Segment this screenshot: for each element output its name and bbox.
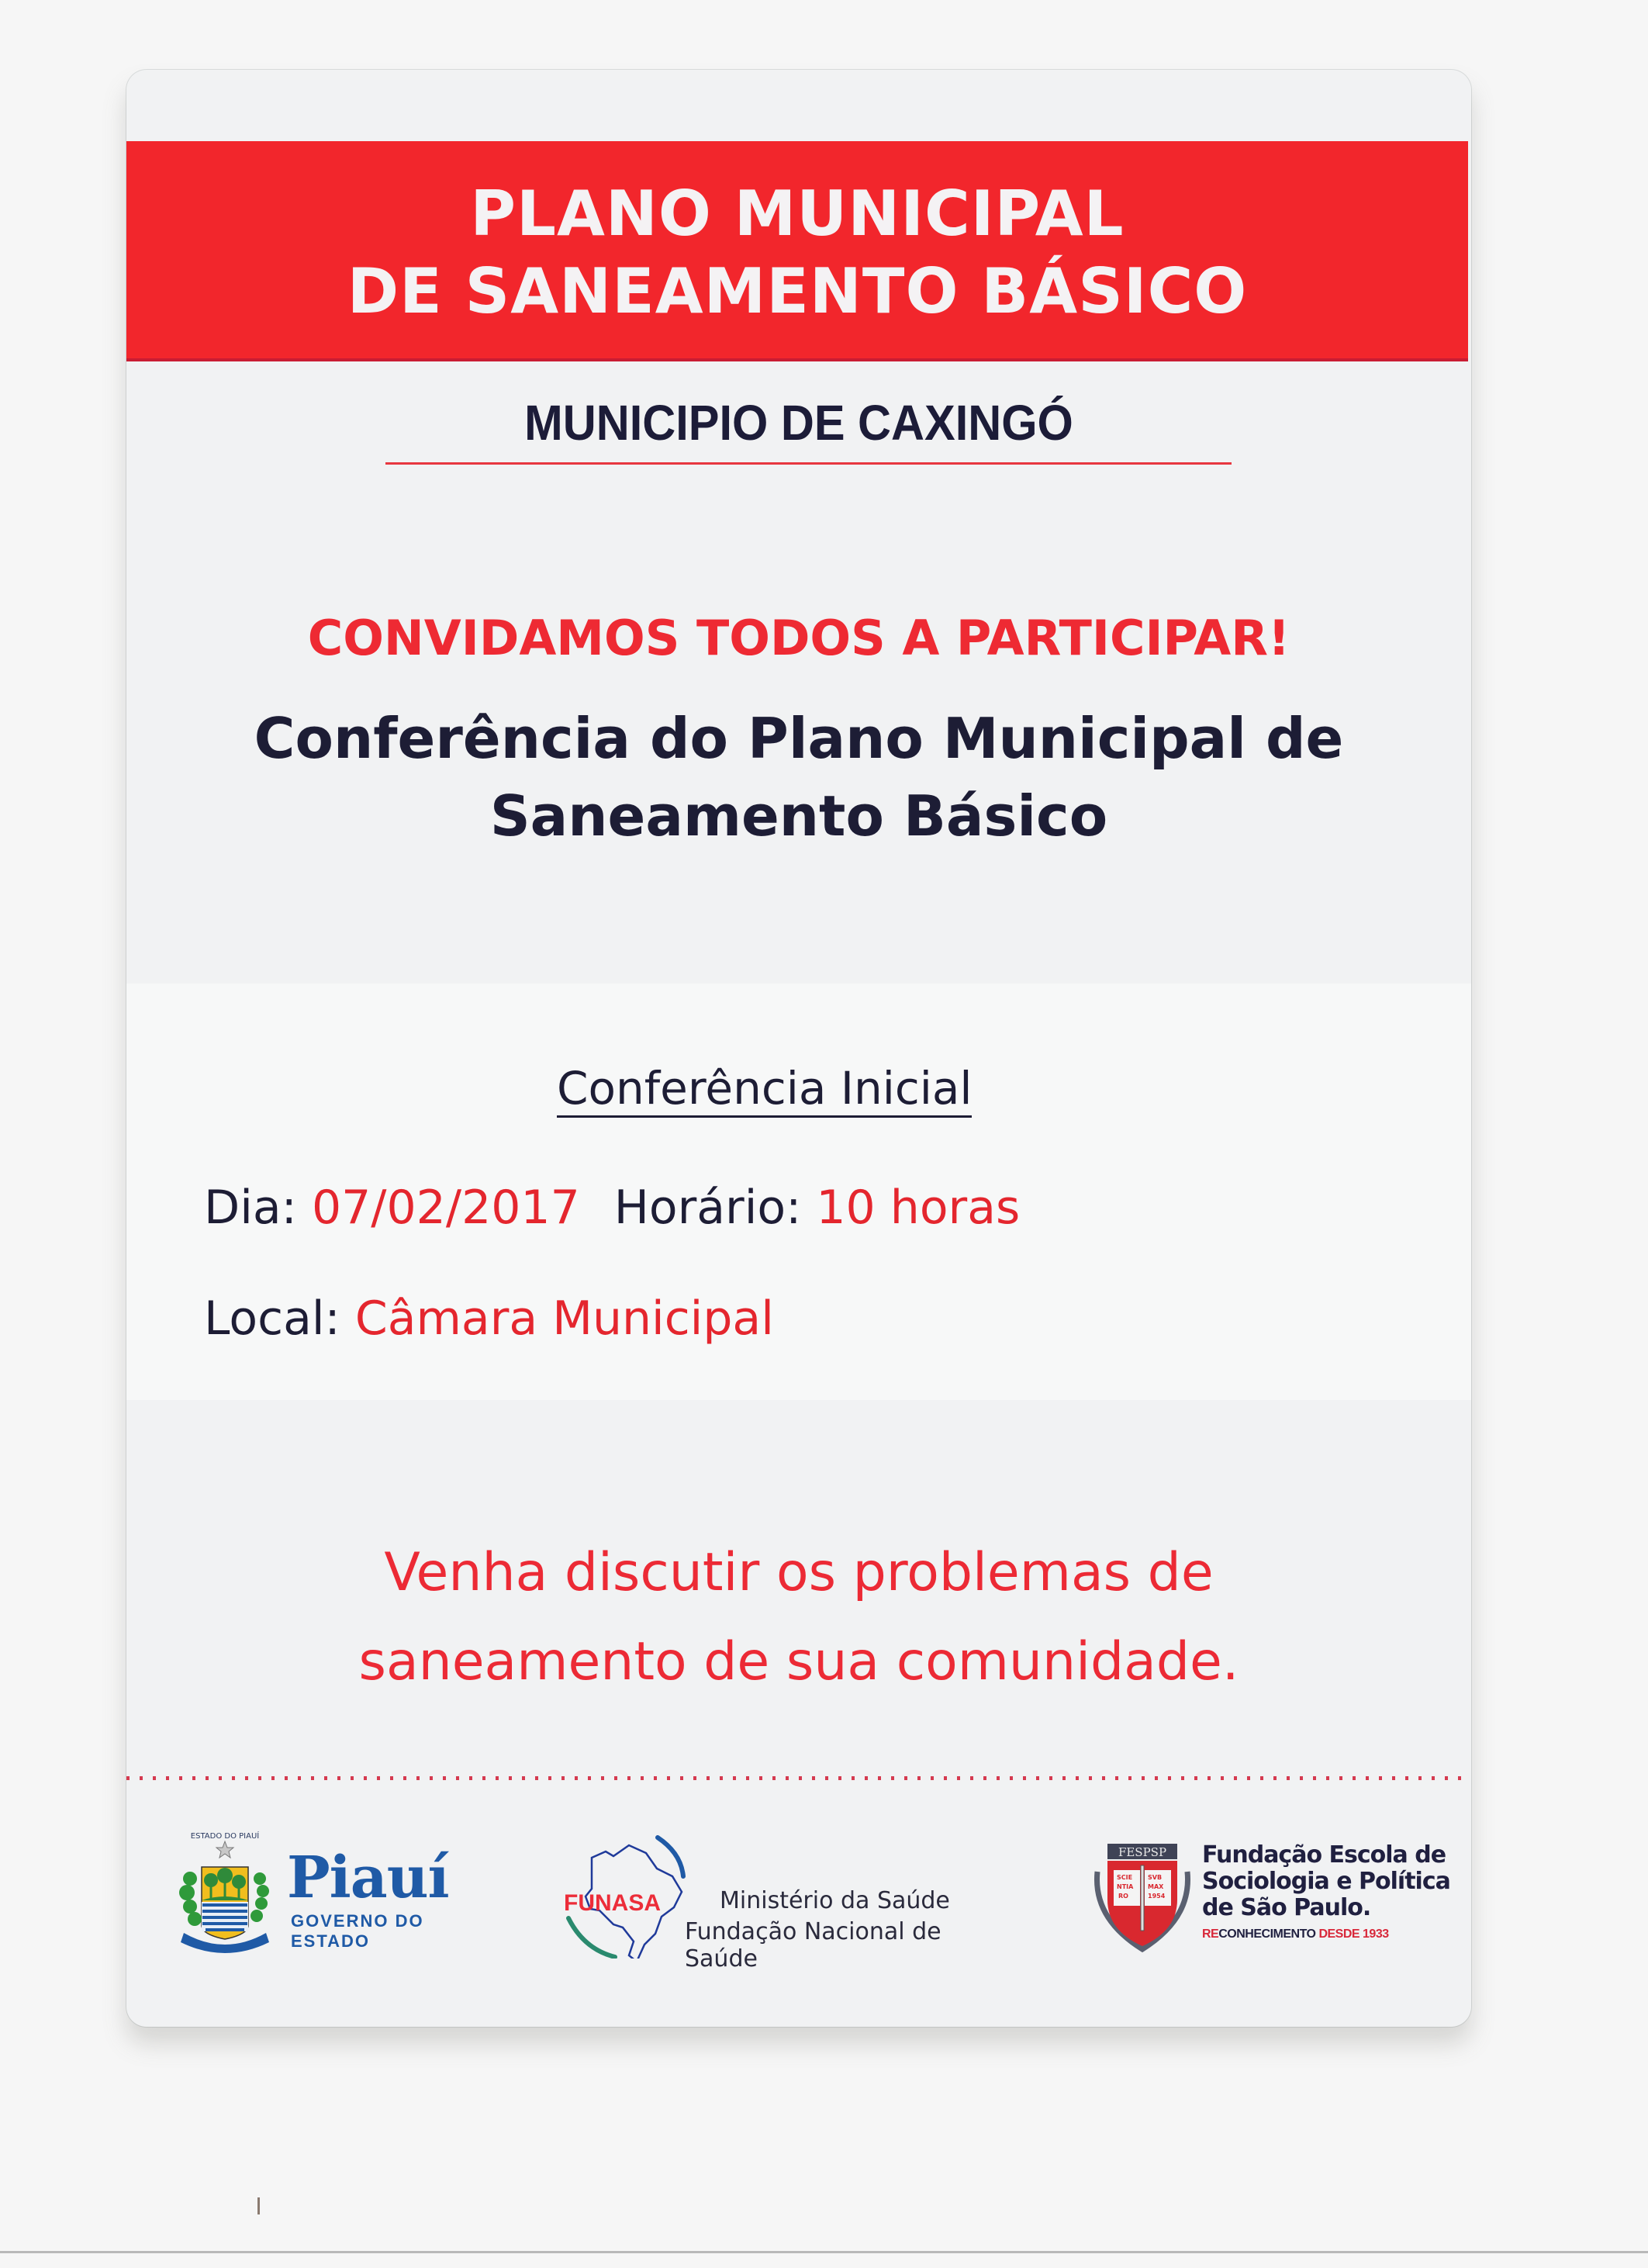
- svg-text:SVB: SVB: [1148, 1874, 1163, 1881]
- shield-book-icon: [1088, 1833, 1197, 1957]
- svg-text:FESPSP: FESPSP: [1118, 1845, 1167, 1859]
- fespsp-recognition: RECONHECIMENTO DESDE 1933: [1202, 1927, 1389, 1941]
- piaui-government-logo: [167, 1824, 500, 1951]
- conference-title-line-1: Conferência do Plano Municipal de: [254, 706, 1344, 771]
- svg-text:SCIE: SCIE: [1117, 1874, 1133, 1881]
- funasa-foundation: Fundação Nacional de Saúde: [685, 1918, 941, 1972]
- banner-title-line-2: DE SANEAMENTO BÁSICO: [347, 255, 1248, 327]
- invitation-heading: CONVIDAMOS TODOS A PARTICIPAR!: [307, 610, 1290, 666]
- call-to-action-line-2: saneamento de sua comunidade.: [358, 1631, 1239, 1692]
- date-label: Dia:: [204, 1181, 297, 1235]
- page-bottom-edge: [0, 2251, 1648, 2253]
- piaui-subtitle: GOVERNO DO ESTADO: [291, 1911, 424, 1951]
- place-label: Local:: [204, 1291, 340, 1346]
- event-heading: Conferência Inicial: [557, 1061, 972, 1118]
- call-to-action: [126, 1528, 1471, 1706]
- municipality-underline: [385, 462, 1232, 465]
- dotted-separator: [126, 1776, 1471, 1780]
- piaui-name: Piauí: [287, 1844, 449, 1911]
- scan-speck: [257, 2197, 260, 2214]
- place-value: Câmara Municipal: [354, 1291, 774, 1346]
- conference-title-line-2: Saneamento Básico: [489, 783, 1108, 849]
- fespsp-logo: [1088, 1833, 1453, 1965]
- date-value: 07/02/2017: [311, 1181, 580, 1235]
- svg-text:RO: RO: [1118, 1893, 1128, 1900]
- conference-title: [126, 700, 1471, 855]
- fespsp-name-line-2: Sociologia e Política: [1202, 1868, 1450, 1895]
- fespsp-name-line-1: Fundação Escola de: [1202, 1841, 1446, 1869]
- funasa-tag: FUNASA: [564, 1890, 661, 1916]
- time-label: Horário:: [613, 1181, 802, 1235]
- coat-of-arms-icon: [167, 1824, 283, 1956]
- banner-title-line-1: PLANO MUNICIPAL: [470, 178, 1125, 250]
- svg-text:ESTADO DO PIAUÍ: ESTADO DO PIAUÍ: [190, 1832, 260, 1841]
- svg-text:1954: 1954: [1148, 1893, 1166, 1900]
- title-banner: [126, 141, 1468, 361]
- call-to-action-line-1: Venha discutir os problemas de: [384, 1542, 1214, 1603]
- funasa-ministry: Ministério da Saúde: [720, 1887, 950, 1914]
- funasa-logo: [561, 1827, 1011, 1972]
- poster-card: [126, 70, 1471, 2027]
- event-date-time-row: [204, 1181, 1020, 1235]
- svg-text:MAX: MAX: [1148, 1883, 1164, 1890]
- event-place-row: [204, 1291, 774, 1346]
- fespsp-name-line-3: de São Paulo.: [1202, 1894, 1371, 1921]
- time-value: 10 horas: [816, 1181, 1021, 1235]
- municipality-name: MUNICIPIO DE CAXINGÓ: [524, 395, 1073, 451]
- svg-text:NTIA: NTIA: [1117, 1883, 1134, 1890]
